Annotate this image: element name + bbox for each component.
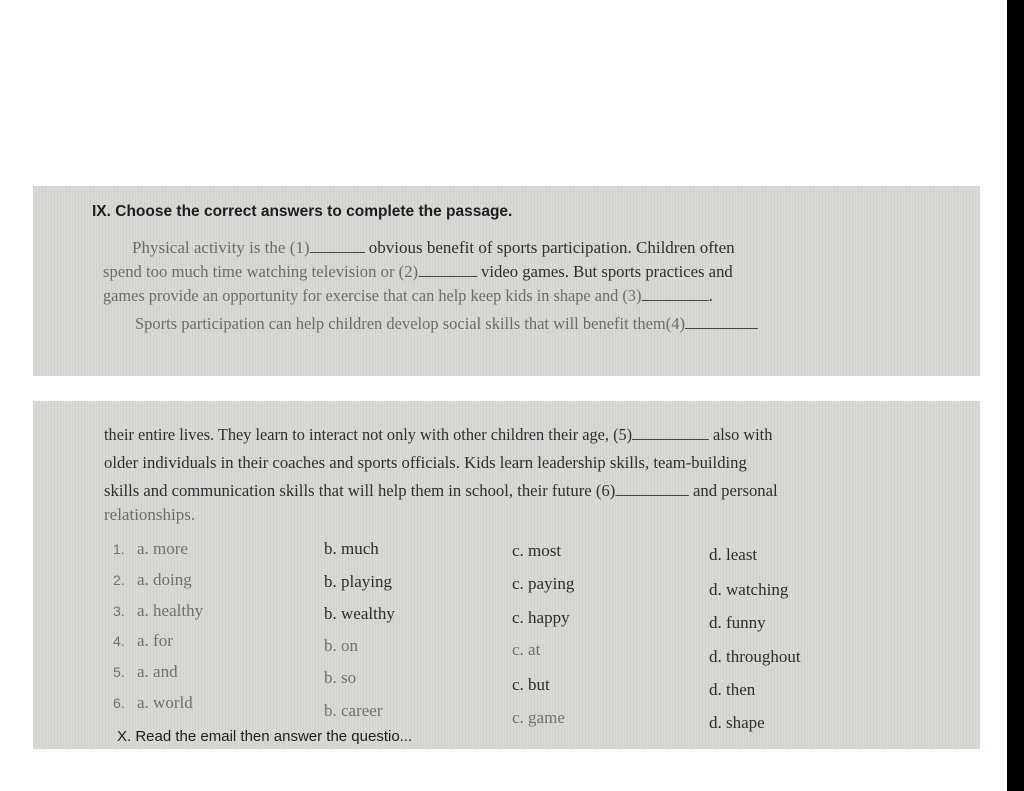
option-d: d. then <box>709 680 756 699</box>
option-a: a. and <box>137 662 178 681</box>
section-x-heading: X. Read the email then answer the questio... <box>117 728 413 745</box>
option-c: c. happy <box>512 608 570 627</box>
option-d: d. watching <box>709 580 789 599</box>
option-a: a. world <box>137 693 193 712</box>
passage-line-5: their entire lives. They learn to interact not only with other children their age, (5) also with <box>104 425 773 444</box>
option-a: a. for <box>137 631 173 650</box>
option-b: b. on <box>324 636 358 655</box>
passage-line-8: relationships. <box>104 505 196 524</box>
passage-line-4: Sports participation can help children develop social skills that will benefit them(4) <box>135 314 758 334</box>
passage-line-1: Physical activity is the (1) obvious benefit of sports participation. Children often <box>132 238 735 257</box>
option-a: a. healthy <box>137 601 204 620</box>
option-b: b. much <box>324 539 379 558</box>
option-c: c. but <box>512 675 550 694</box>
option-b: b. so <box>324 668 357 687</box>
option-b: b. career <box>324 701 383 720</box>
passage-line-3: games provide an opportunity for exercise that can help keep kids in shape and (3) . <box>103 286 713 305</box>
option-a: a. more <box>137 539 188 558</box>
option-c: c. paying <box>512 574 575 593</box>
passage-line-6: older individuals in their coaches and sports officials. Kids learn leadership skills, team-building <box>104 453 747 472</box>
option-a: a. doing <box>137 570 192 589</box>
option-d: d. shape <box>709 713 765 732</box>
passage-line-2: spend too much time watching television or (2) video games. But sports practices and <box>103 262 733 281</box>
option-d: d. throughout <box>709 647 801 666</box>
passage-line-7: skills and communication skills that will help them in school, their future (6) and personal <box>104 481 778 500</box>
section-ix-heading: IX. Choose the correct answers to complete the passage. <box>92 203 513 220</box>
option-b: b. playing <box>324 572 392 591</box>
option-c: c. most <box>512 541 562 560</box>
option-b: b. wealthy <box>324 604 395 623</box>
black-edge-bar <box>1007 0 1024 791</box>
option-c: c. game <box>512 708 565 727</box>
option-d: d. funny <box>709 613 766 632</box>
option-d: d. least <box>709 545 758 564</box>
option-c: c. at <box>512 640 541 659</box>
